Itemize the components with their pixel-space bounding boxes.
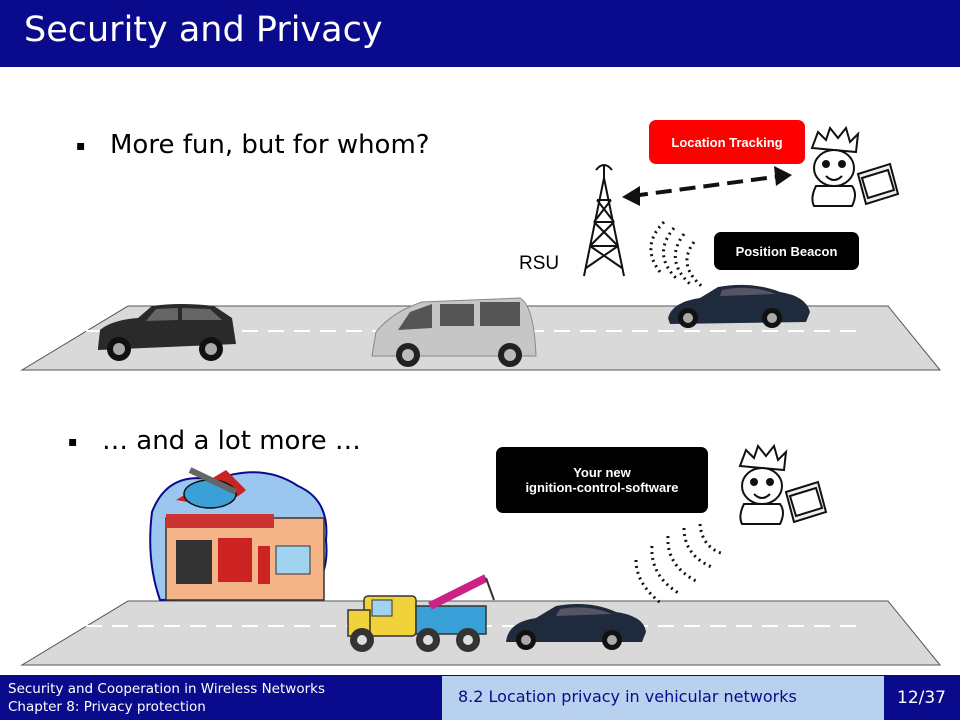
location-tracking-label: Location Tracking xyxy=(649,120,805,164)
slide-title: Security and Privacy xyxy=(24,10,383,50)
tow-truck-icon xyxy=(348,578,494,652)
rsu-label: RSU xyxy=(519,253,560,274)
upper-signal-waves xyxy=(651,222,704,288)
tracking-arrow xyxy=(622,166,792,206)
footer-course-title: Security and Cooperation in Wireless Networks xyxy=(8,681,325,697)
bullet-text: … and a lot more … xyxy=(102,426,361,456)
ignition-label-line-1: Your new xyxy=(573,465,631,480)
page-number: 12/37 xyxy=(897,688,946,708)
position-beacon-label: Position Beacon xyxy=(714,232,859,270)
bullet-marker: ▪ xyxy=(68,433,78,450)
sedan-car-icon xyxy=(668,285,810,328)
rsu-tower-icon xyxy=(584,165,624,276)
bullet-marker: ▪ xyxy=(76,137,86,154)
hacker-lower-icon xyxy=(740,446,826,524)
ignition-label-line-2: ignition-control-software xyxy=(525,480,679,495)
bullet-text: More fun, but for whom? xyxy=(110,130,430,160)
ignition-software-label xyxy=(496,447,708,513)
garage-icon xyxy=(150,470,326,600)
lower-signal-waves xyxy=(636,524,724,604)
hacker-upper-icon xyxy=(812,128,898,206)
footer-section: 8.2 Location privacy in vehicular networks xyxy=(458,687,797,706)
footer-course-info xyxy=(8,680,325,716)
footer-chapter: Chapter 8: Privacy protection xyxy=(8,699,206,715)
